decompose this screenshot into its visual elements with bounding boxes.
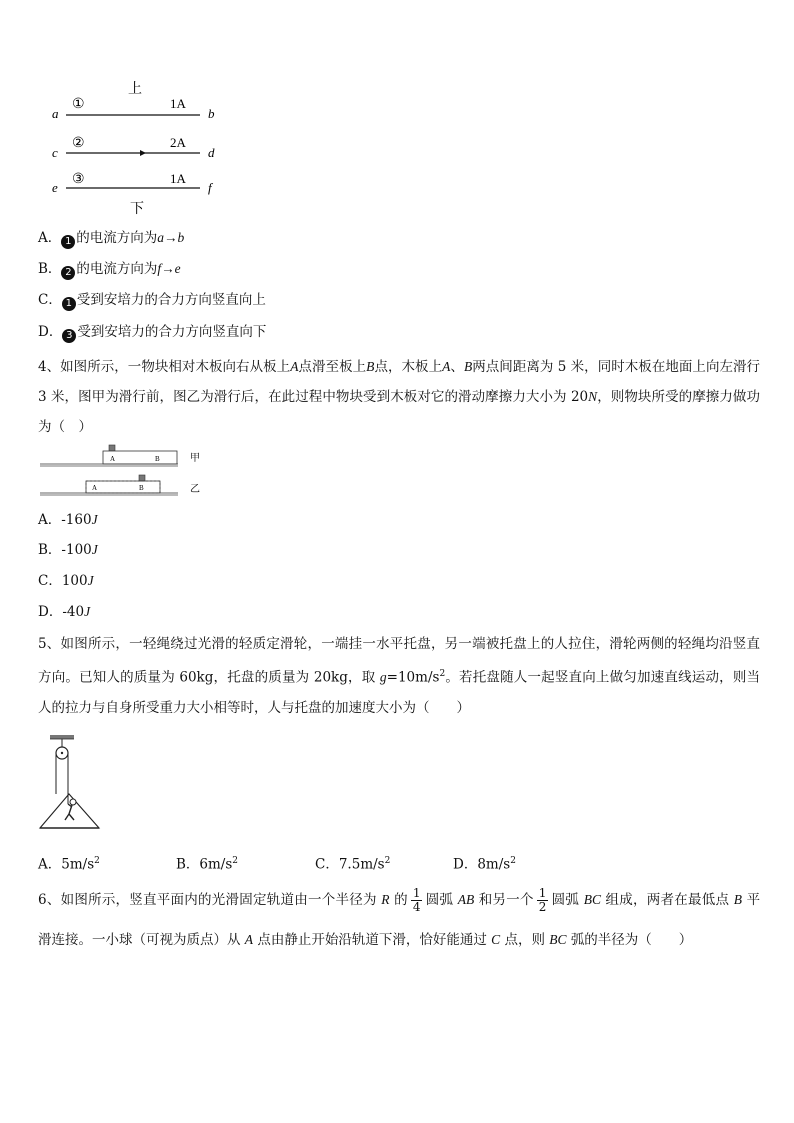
circled-number: 1 — [61, 235, 75, 249]
wire3-number: ③ — [72, 172, 85, 187]
option-tail: a→b — [157, 230, 185, 245]
option-letter: B． — [38, 261, 62, 277]
option-letter: C． — [38, 573, 62, 589]
option-unit: J — [84, 604, 91, 619]
wire3-current: 1A — [170, 171, 186, 186]
option-text: 受到安培力的合力方向竖直向上 — [76, 292, 266, 308]
person-body — [65, 804, 74, 820]
label-top: 上 — [128, 82, 142, 97]
option-text: 的电流方向为 — [76, 261, 158, 277]
q3-option-a[interactable] — [38, 229, 184, 249]
option-value: 100 — [61, 573, 88, 589]
board-before-point-a: A — [110, 455, 116, 463]
q5-stem: 5、如图所示，一轻绳绕过光滑的轻质定滑轮，一端挂一水平托盘，另一端被托盘上的人拉住，滑轮两侧的轻绳均沿竖直方向。已知人的质量为 60kg，托盘的质量为 20kg，取 $g=10m/s^2$。若托盘随人一起竖直向上做匀加速直线运动，则当人的拉力与自身所受重力大小相等时，人与托盘的加速度大小为（ ） — [38, 636, 761, 716]
block-icon — [139, 475, 145, 481]
option-unit: J — [91, 512, 98, 527]
q6-stem: 6、如图所示，竖直平面内的光滑固定轨道由一个半径为 R 的 $\frac{1}{4}$ 圆弧 AB 和另一个 $\frac{1}{2}$ 圆弧 BC 组成，两者在最低点 B 平滑连接。一小球（可视为质点）从 A 点由静止开始沿轨道下滑，恰好能通过 C 点，则 BC 弧的半径为（ ） — [38, 886, 761, 948]
wire2-current: 2A — [170, 135, 186, 150]
q4-option-c[interactable] — [38, 572, 94, 590]
q4-option-a[interactable] — [38, 511, 98, 529]
q3-option-c[interactable] — [38, 291, 266, 311]
option-letter: B． — [38, 542, 62, 558]
person-head — [70, 799, 76, 805]
option-letter: A． — [38, 512, 62, 528]
option-value: -160 — [61, 512, 92, 528]
q5-option-a[interactable]: A．$5m/s^2$ — [38, 856, 100, 873]
q4-stem: 4、如图所示，一物块相对木板向右从板上A点滑至板上B点，木板上A、B两点间距离为 5 米，同时木板在地面上向左滑行 3 米，图甲为滑行前，图乙为滑行后，在此过程中物块受到木板对它的滑动摩擦力大小为 20N，则物块所受的摩擦力做功为（ ） — [38, 359, 761, 435]
option-tail: f→e — [157, 261, 181, 276]
board-after-point-b: B — [139, 484, 144, 492]
wire2-right-label: d — [208, 145, 215, 160]
q4-option-b[interactable] — [38, 541, 98, 559]
board-before-point-b: B — [155, 455, 160, 463]
fraction-quarter: $\frac{1}{4}$ — [412, 886, 421, 914]
board-after — [86, 481, 160, 493]
label-jia: 甲 — [190, 453, 200, 464]
option-letter: D． — [38, 604, 63, 620]
q5-option-b[interactable]: B．$6m/s^2$ — [176, 856, 239, 873]
pulley-figure — [38, 734, 108, 834]
q3-option-d[interactable] — [38, 323, 266, 343]
option-unit: J — [91, 542, 98, 557]
wire2-left-label: c — [52, 145, 58, 160]
option-letter: D． — [38, 324, 63, 340]
wire3-right-label: f — [208, 180, 212, 195]
q4-option-d[interactable] — [38, 603, 90, 621]
circled-number: 2 — [61, 266, 75, 280]
fraction-half: $\frac{1}{2}$ — [538, 886, 547, 914]
wire1-number: ① — [72, 97, 85, 112]
board-after-point-a: A — [92, 484, 98, 492]
wire2-arrow-icon — [140, 150, 146, 156]
option-text: 受到安培力的合力方向竖直向下 — [77, 324, 267, 340]
q5-option-d[interactable]: D．$8m/s^2$ — [453, 856, 516, 873]
board-before-dashed — [86, 481, 160, 493]
circled-number: 1 — [62, 297, 76, 311]
wire-figure — [40, 76, 240, 218]
label-bottom: 下 — [130, 202, 144, 217]
option-unit: J — [87, 573, 94, 588]
option-letter: A． — [38, 230, 62, 246]
wire1-current: 1A — [170, 96, 186, 111]
option-text: 的电流方向为 — [76, 230, 158, 246]
wire2-number: ② — [72, 136, 85, 151]
q3-option-b[interactable] — [38, 260, 181, 280]
ceiling — [50, 735, 74, 739]
pulley-axle — [61, 752, 63, 754]
circled-number: 3 — [62, 329, 76, 343]
wire1-left-label: a — [52, 106, 59, 121]
wire1-right-label: b — [208, 106, 215, 121]
option-letter: C． — [38, 292, 62, 308]
board-block-figure — [38, 444, 218, 500]
wire3-left-label: e — [52, 180, 58, 195]
option-value: -100 — [61, 542, 92, 558]
q5-option-c[interactable]: C．$7.5m/s^2$ — [315, 856, 391, 873]
label-yi: 乙 — [190, 484, 200, 495]
option-value: -40 — [62, 604, 85, 620]
block-icon — [109, 445, 115, 451]
